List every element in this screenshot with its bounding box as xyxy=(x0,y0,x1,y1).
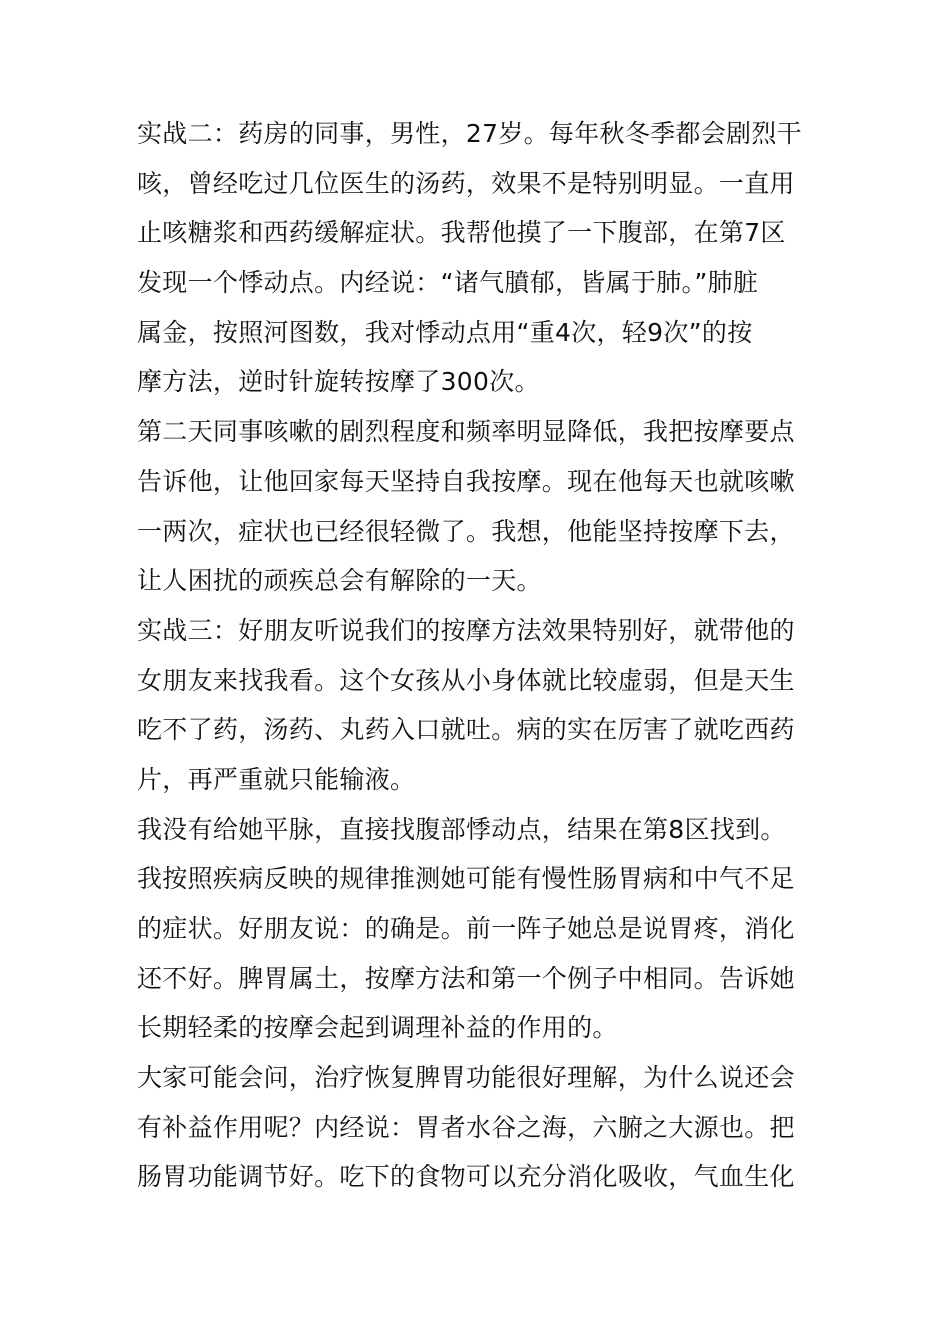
text-line: 我按照疾病反映的规律推测她可能有慢性肠胃病和中气不足 xyxy=(137,864,795,894)
text-line: 长期轻柔的按摩会起到调理补益的作用的。 xyxy=(137,1013,618,1043)
text-line: 第二天同事咳嗽的剧烈程度和频率明显降低，我把按摩要点 xyxy=(137,417,795,447)
text-line: 发现一个悸动点。内经说：“诸气膹郁，皆属于肺。”肺脏 xyxy=(137,268,759,298)
text-line: 止咳糖浆和西药缓解症状。我帮他摸了一下腹部，在第7区 xyxy=(137,218,786,248)
text-line: 告诉他，让他回家每天坚持自我按摩。现在他每天也就咳嗽 xyxy=(137,466,795,496)
text-line: 吃不了药，汤药、丸药入口就吐。病的实在厉害了就吃西药 xyxy=(137,715,795,745)
text-line: 女朋友来找我看。这个女孩从小身体就比较虚弱，但是天生 xyxy=(137,665,795,695)
text-line: 咳，曾经吃过几位医生的汤药，效果不是特别明显。一直用 xyxy=(137,168,795,198)
text-line: 片，再严重就只能输液。 xyxy=(137,764,416,794)
text-line: 我没有给她平脉，直接找腹部悸动点，结果在第8区找到。 xyxy=(137,814,786,844)
text-line: 一两次，症状也已经很轻微了。我想，他能坚持按摩下去， xyxy=(137,516,795,546)
text-line: 肠胃功能调节好。吃下的食物可以充分消化吸收，气血生化 xyxy=(137,1162,795,1192)
text-line: 大家可能会问，治疗恢复脾胃功能很好理解，为什么说还会 xyxy=(137,1063,795,1093)
text-line: 让人困扰的顽疾总会有解除的一天。 xyxy=(137,566,542,596)
text-line: 实战三：好朋友听说我们的按摩方法效果特别好，就带他的 xyxy=(137,615,795,645)
document-body xyxy=(137,109,813,1202)
text-line: 的症状。好朋友说：的确是。前一阵子她总是说胃疼，消化 xyxy=(137,914,795,943)
text-line: 有补益作用呢？内经说：胃者水谷之海，六腑之大源也。把 xyxy=(137,1112,795,1142)
text-line: 摩方法，逆时针旋转按摩了300次。 xyxy=(137,367,540,397)
text-line: 实战二：药房的同事，男性，27岁。每年秋冬季都会剧烈干 xyxy=(137,119,802,148)
text-line: 属金，按照河图数，我对悸动点用“重4次，轻9次”的按 xyxy=(137,317,753,347)
text-line: 还不好。脾胃属土，按摩方法和第一个例子中相同。告诉她 xyxy=(137,963,795,993)
